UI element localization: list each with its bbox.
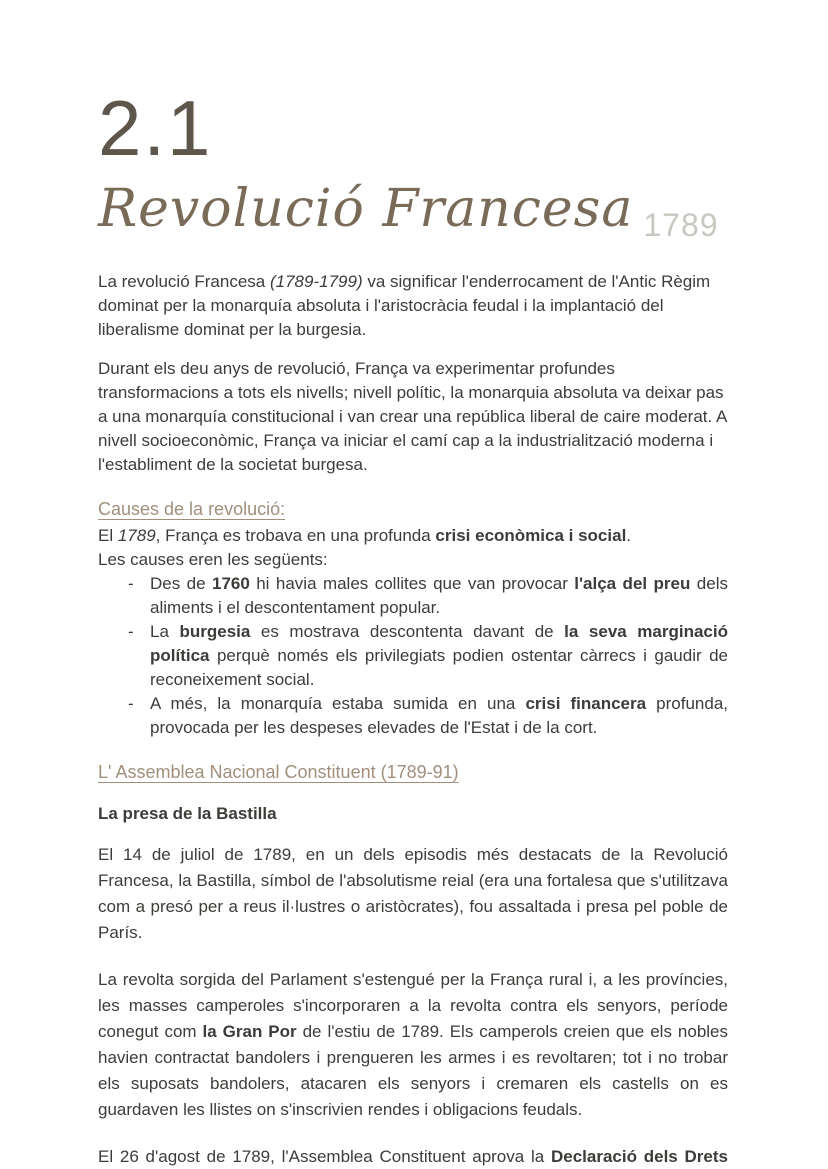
section-number: 2.1 (98, 84, 213, 172)
list-item (98, 572, 728, 620)
paragraph-declaracio: El 26 d'agost de 1789, l'Assemblea Constituent aprova la Declaració dels Drets (98, 1147, 728, 1167)
paragraph-bastilla: El 14 de juliol de 1789, en un dels episodis més destacats de la Revolució Francesa, la Bastilla, símbol de l'absolutisme reial (era una fortalesa que s'utilitzava com a presó per a reus il·lustres o aristòcrates), fou assaltada i presa pel poble de París. (98, 845, 728, 943)
bullet-dash-icon: - (128, 574, 134, 594)
list-item (98, 692, 728, 740)
document-body (98, 270, 728, 1169)
list-item-text: Des de 1760 hi havia males collites que van provocar l'alça del preu dels aliments i el descontentament popular. (150, 574, 728, 618)
paragraph-decade: Durant els deu anys de revolució, França va experimentar profundes transformacions a tots els nivells; nivell polític, la monarquia absoluta va deixar pas a una monarquía constitucional i van crear una república liberal de caire moderat. A nivell socioeconòmic, França va iniciar el camí cap a la industrialització moderna i l'establiment de la societat burgesa. (98, 359, 727, 475)
list-item (98, 620, 728, 692)
causes-list (98, 572, 728, 740)
heading-assemblea: L' Assemblea Nacional Constituent (1789-91) (98, 762, 459, 783)
paragraph-causes-lead: Les causes eren les següents: (98, 550, 328, 570)
list-item-text: La burgesia es mostrava descontenta davant de la seva marginació política perquè només els privilegiats podien ostentar càrrecs i gaudir de reconeixement social. (150, 622, 728, 690)
heading-causes: Causes de la revolució: (98, 499, 286, 520)
paragraph-revolta: La revolta sorgida del Parlament s'estengué per la França rural i, a les províncies, les masses camperoles s'incorporaren a la revolta contra els senyors, període conegut com la Gran Por de l'estiu de 1789. Els camperols creien que els nobles havien contractat bandolers i prengueren les armes i es revoltaren; tot i no trobar els suposats bandolers, atacaren els senyors i cremaren els castells on es guardaven les llistes on s'inscrivien rendes i obligacions feudals. (98, 970, 728, 1120)
bullet-dash-icon: - (128, 694, 134, 714)
subheading-bastilla: La presa de la Bastilla (98, 804, 277, 824)
title-script-text: Revolució Francesa (98, 178, 634, 239)
paragraph-crisi: El 1789, França es trobava en una profunda crisi econòmica i social. (98, 526, 632, 546)
title-year: 1789 (643, 206, 719, 243)
paragraph-intro: La revolució Francesa (1789-1799) va significar l'enderrocament de l'Antic Règim dominat per la monarquía absoluta i l'aristocràcia feudal i la implantació del liberalisme dominat per la burgesia. (98, 272, 711, 340)
bullet-dash-icon: - (128, 622, 134, 642)
document-title (98, 174, 728, 244)
list-item-text: A més, la monarquía estaba sumida en una crisi financera profunda, provocada per les despeses elevades de l'Estat i de la cort. (150, 694, 729, 738)
